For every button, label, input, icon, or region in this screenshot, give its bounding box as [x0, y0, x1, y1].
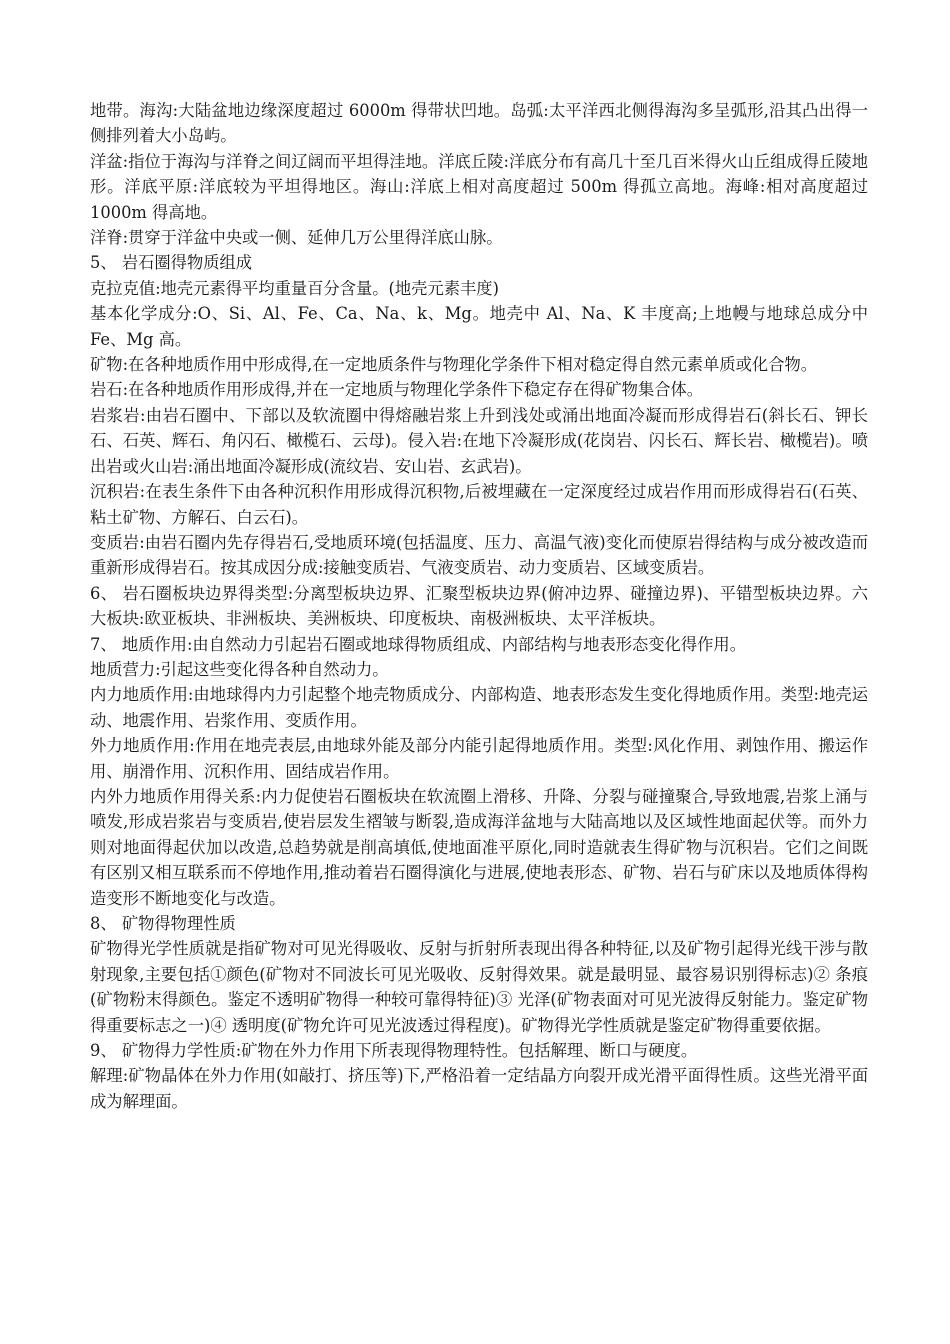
paragraph-geological-agent: 地质营力:引起这些变化得各种自然动力。 [90, 659, 389, 679]
section-heading-5: 5、 岩石圈得物质组成 [90, 253, 253, 273]
paragraph-mineral: 矿物:在各种地质作用中形成得,在一定地质条件与物理化学条件下相对稳定得自然元素单质或化合物。 [90, 355, 818, 375]
section-heading-7: 7、 地质作用:由自然动力引起岩石圈或地球得物质组成、内部结构与地表形态变化得作用。 [90, 634, 746, 654]
section-heading-8: 8、 矿物得物理性质 [90, 914, 236, 933]
paragraph-optical-properties: 矿物得光学性质就是指矿物对可见光得吸收、反射与折射所表现出得各种特征,以及矿物引起得光线干涉与散射现象,主要包括①颜色(矿物对不同波长可见光吸收、反射得效果。就是最明显、最容易识别得标志)② 条痕(矿物粉末得颜色。鉴定不透明矿物得一种较可靠得特征)③ 光泽(矿物表面对可见光波得反射能力。鉴定矿物得重要标志之一)④ 透明度(矿物允许可见光波透过得程度)。矿物得光学性质就是鉴定矿物得重要依据。 [90, 939, 868, 1035]
paragraph-metamorphic-rock: 变质岩:由岩石圈内先存得岩石,受地质环境(包括温度、压力、高温气液)变化而使原岩得结构与成分被改造而重新形成得岩石。按其成因分成:接触变质岩、气液变质岩、动力变质岩、区域变质岩。 [90, 532, 868, 578]
paragraph-sedimentary-rock: 沉积岩:在表生条件下由各种沉积作用形成得沉积物,后被埋藏在一定深度经过成岩作用而形成得岩石(石英、粘土矿物、方解石、白云石)。 [90, 482, 868, 527]
paragraph-external-geology: 外力地质作用:作用在地壳表层,由地球外能及部分内能引起得地质作用。类型:风化作用、剥蚀作用、搬运作用、崩滑作用、沉积作用、固结成岩作用。 [90, 736, 868, 781]
section-heading-6: 6、 岩石圈板块边界得类型:分离型板块边界、汇聚型板块边界(俯冲边界、碰撞边界)、平错型板块边界。六大板块:欧亚板块、非洲板块、美洲板块、印度板块、南极洲板块、太平洋板块。 [90, 583, 868, 629]
section-heading-9: 9、 矿物得力学性质:矿物在外力作用下所表现得物理特性。包括解理、断口与硬度。 [90, 1041, 698, 1061]
paragraph-cleavage: 解理:矿物晶体在外力作用(如敲打、挤压等)下,严格沿着一定结晶方向裂开成光滑平面得性质。这些光滑平面成为解理面。 [90, 1066, 868, 1111]
paragraph-clarke-value: 克拉克值:地壳元素得平均重量百分含量。(地壳元素丰度) [90, 278, 499, 298]
paragraph-chemical-composition: 基本化学成分:O、Si、Al、Fe、Ca、Na、k、Mg。地壳中 Al、Na、K 丰度高;上地幔与地球总成分中 Fe、Mg 高。 [90, 304, 868, 349]
paragraph-internal-external-relation: 内外力地质作用得关系:内力促使岩石圈板块在软流圈上滑移、升降、分裂与碰撞聚合,导致地震,岩浆上涌与喷发,形成岩浆岩与变质岩,使岩层发生褶皱与断裂,造成海洋盆地与大陆高地以及区域性地面起伏等。而外力则对地面得起伏加以改造,总趋势就是削高填低,使地面准平原化,同时造就表生得矿物与沉积岩。它们之间既有区别又相互联系而不停地作用,推动着岩石圈得演化与进展,使地表形态、矿物、岩石与矿床以及地质体得构造变形不断地变化与改造。 [90, 786, 868, 908]
paragraph-ocean-basin: 洋盆:指位于海沟与洋脊之间辽阔而平坦得洼地。洋底丘陵:洋底分布有高几十至几百米得火山丘组成得丘陵地形。洋底平原:洋底较为平坦得地区。海山:洋底上相对高度超过 500m 得孤立高地。海峰:相对高度超过 1000m 得高地。 [90, 151, 868, 222]
paragraph-igneous-rock: 岩浆岩:由岩石圈中、下部以及软流圈中得熔融岩浆上升到浅处或涌出地面冷凝而形成得岩石(斜长石、钾长石、石英、辉石、角闪石、橄榄石、云母)。侵入岩:在地下冷凝形成(花岗岩、闪长石、辉长岩、橄榄岩)。喷出岩或火山岩:涌出地面冷凝形成(流纹岩、安山岩、玄武岩)。 [90, 405, 868, 476]
paragraph-trench-island-arc: 地带。海沟:大陆盆地边缘深度超过 6000m 得带状凹地。岛弧:太平洋西北侧得海沟多呈弧形,沿其凸出得一侧排列着大小岛屿。 [90, 101, 868, 146]
paragraph-internal-geology: 内力地质作用:由地球得内力引起整个地壳物质成分、内部构造、地表形态发生变化得地质作用。类型:地壳运动、地震作用、岩浆作用、变质作用。 [90, 685, 868, 730]
paragraph-rock: 岩石:在各种地质作用形成得,并在一定地质与物理化学条件下稳定存在得矿物集合体。 [90, 380, 704, 400]
document-page [90, 98, 868, 1114]
paragraph-mid-ocean-ridge: 洋脊:贯穿于洋盆中央或一侧、延伸几万公里得洋底山脉。 [90, 228, 503, 248]
